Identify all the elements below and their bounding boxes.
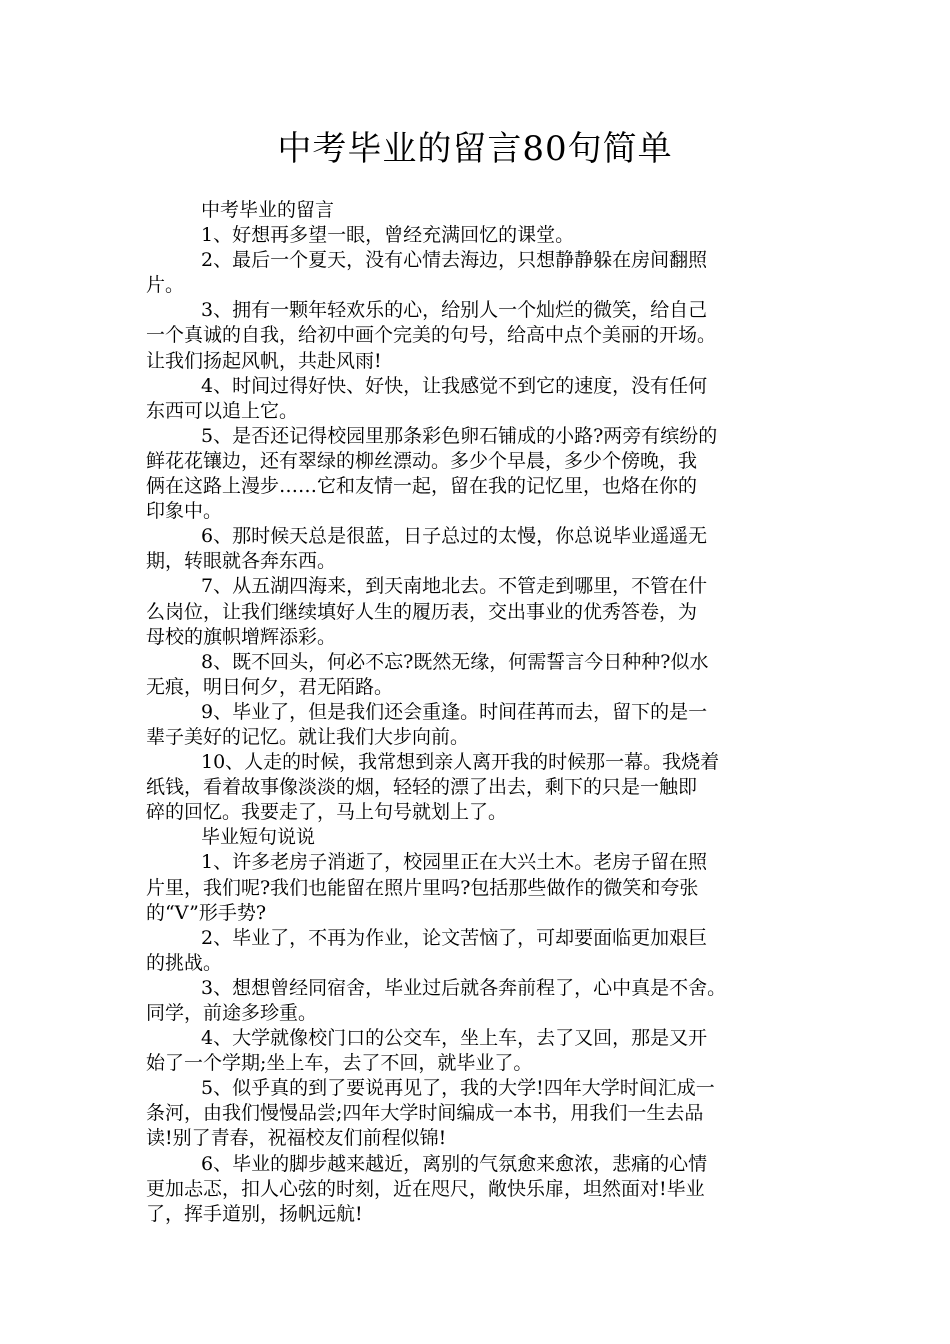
text-line: 3、拥有一颗年轻欢乐的心，给别人一个灿烂的微笑，给自己	[201, 299, 708, 322]
text-line: 毕业短句说说	[201, 826, 316, 849]
text-line: 印象中。	[146, 500, 223, 523]
text-line: 俩在这路上漫步……它和友情一起，留在我的记忆里，也烙在你的	[146, 475, 698, 498]
text-line: 片里，我们呢?我们也能留在照片里吗?包括那些做作的微笑和夸张	[146, 876, 699, 899]
text-line: 一个真诚的自我，给初中画个完美的句号，给高中点个美丽的开场。	[146, 324, 717, 347]
text-line: 3、想想曾经同宿舍，毕业过后就各奔前程了，心中真是不舍。	[201, 976, 727, 999]
text-line: 纸钱，看着故事像淡淡的烟，轻轻的漂了出去，剩下的只是一触即	[146, 776, 698, 799]
text-line: 中考毕业的留言	[201, 199, 335, 221]
text-line: 5、似乎真的到了要说再见了，我的大学!四年大学时间汇成一	[201, 1077, 715, 1100]
text-line: 辈子美好的记忆。就让我们大步向前。	[146, 725, 470, 748]
text-line: 东西可以追上它。	[146, 399, 299, 422]
text-line: 么岗位，让我们继续填好人生的履历表，交出事业的优秀答卷，为	[146, 600, 698, 623]
document-body	[146, 198, 816, 1227]
text-line: 2、最后一个夏天，没有心情去海边，只想静静躲在房间翻照	[201, 249, 708, 272]
text-line: 1、许多老房子消逝了，校园里正在大兴土木。老房子留在照	[201, 851, 708, 874]
text-line: 期，转眼就各奔东西。	[146, 550, 337, 573]
text-line: 6、那时候天总是很蓝，日子总过的太慢，你总说毕业遥遥无	[201, 525, 708, 548]
text-line: 9、毕业了，但是我们还会重逢。时间荏苒而去，留下的是一	[201, 700, 708, 723]
text-line: 片。	[146, 274, 185, 297]
text-line: 的“V”形手势?	[146, 901, 267, 924]
text-line: 更加忐忑，扣人心弦的时刻，近在咫尺，敞快乐扉，坦然面对!毕业	[146, 1177, 705, 1200]
text-line: 碎的回忆。我要走了，马上句号就划上了。	[146, 801, 508, 824]
text-line: 始了一个学期;坐上车，去了不回，就毕业了。	[146, 1052, 533, 1075]
text-line: 1、好想再多望一眼，曾经充满回忆的课堂。	[201, 224, 575, 247]
text-line: 鲜花花镶边，还有翠绿的柳丝漂动。多少个早晨，多少个傍晚，我	[146, 449, 698, 472]
text-line: 了，挥手道别，扬帆远航!	[146, 1202, 363, 1225]
text-line: 4、大学就像校门口的公交车，坐上车，去了又回，那是又开	[201, 1027, 708, 1050]
document-title: 中考毕业的留言80句简单	[277, 129, 673, 169]
text-line: 读!别了青春，祝福校友们前程似锦!	[146, 1127, 447, 1150]
text-line: 2、毕业了，不再为作业，论文苦恼了，可却要面临更加艰巨	[201, 926, 708, 949]
text-line: 7、从五湖四海来，到天南地北去。不管走到哪里，不管在什	[201, 575, 708, 598]
text-line: 8、既不回头，何必不忘?既然无缘，何需誓言今日种种?似水	[201, 650, 709, 673]
text-line: 条河，由我们慢慢品尝;四年大学时间编成一本书，用我们一生去品	[146, 1102, 704, 1125]
text-line: 6、毕业的脚步越来越近，离别的气氛愈来愈浓，悲痛的心情	[201, 1152, 708, 1175]
text-line: 5、是否还记得校园里那条彩色卵石铺成的小路?两旁有缤纷的	[201, 424, 718, 447]
text-line: 4、时间过得好快、好快，让我感觉不到它的速度，没有任何	[201, 374, 708, 397]
text-line: 无痕，明日何夕，君无陌路。	[146, 675, 394, 698]
text-line: 母校的旗帜增辉添彩。	[146, 625, 337, 648]
text-line: 让我们扬起风帆，共赴风雨!	[146, 349, 382, 372]
text-line: 的挑战。	[146, 951, 223, 974]
text-line: 10、人走的时候，我常想到亲人离开我的时候那一幕。我烧着	[201, 751, 720, 774]
text-line: 同学，前途多珍重。	[146, 1002, 318, 1024]
